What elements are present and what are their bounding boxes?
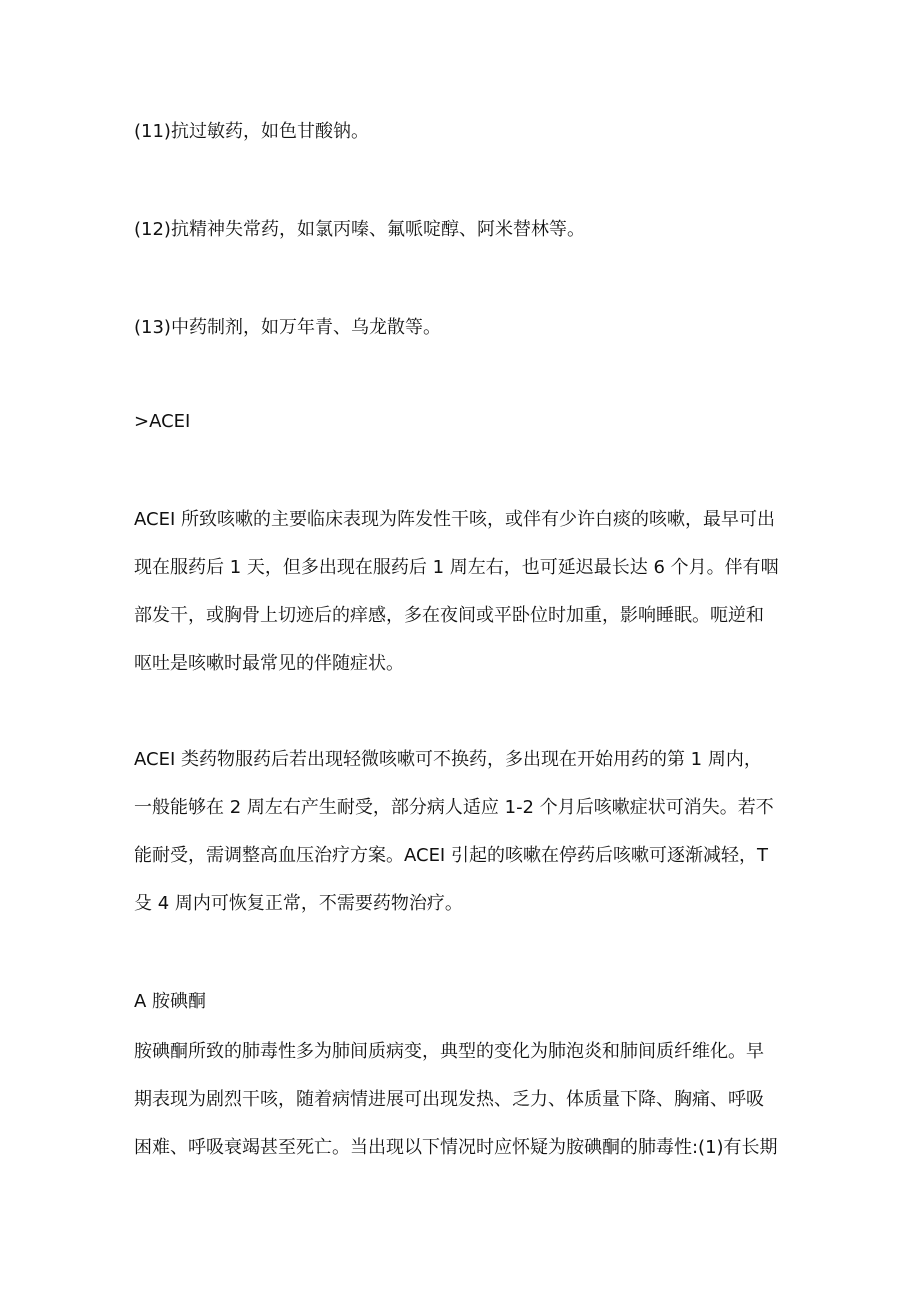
paragraph-line: ACEI 所致咳嗽的主要临床表现为阵发性干咳，或伴有少许白痰的咳嗽，最早可出 [134,509,775,530]
section-heading-acei: >ACEI [134,411,191,432]
list-item-11: (11)抗过敏药，如色甘酸钠。 [134,121,369,142]
list-item-12: (12)抗精神失常药，如氯丙嗪、氟哌啶醇、阿米替林等。 [134,219,585,240]
paragraph-line: 殳 4 周内可恢复正常，不需要药物治疗。 [134,893,463,914]
paragraph-line: ACEI 类药物服药后若出现轻微咳嗽可不换药，多出现在开始用药的第 1 周内， [134,749,762,770]
paragraph-line: 期表现为剧烈干咳，随着病情进展可出现发热、乏力、体质量下降、胸痛、呼吸 [134,1089,764,1110]
section-heading-amiodarone: A 胺碘酮 [134,991,207,1012]
paragraph-line: 现在服药后 1 天，但多出现在服药后 1 周左右，也可延迟最长达 6 个月。伴有咽 [134,557,779,578]
paragraph-line: 呕吐是咳嗽时最常见的伴随症状。 [134,653,404,674]
paragraph-line: 一般能够在 2 周左右产生耐受，部分病人适应 1-2 个月后咳嗽症状可消失。若不 [134,797,774,818]
paragraph-line: 能耐受，需调整高血压治疗方案。ACEI 引起的咳嗽在停药后咳嗽可逐渐减轻，T [134,845,768,866]
list-item-13: (13)中药制剂，如万年青、乌龙散等。 [134,317,441,338]
paragraph-line: 胺碘酮所致的肺毒性多为肺间质病变，典型的变化为肺泡炎和肺间质纤维化。早 [134,1041,764,1062]
paragraph-line: 困难、呼吸衰竭甚至死亡。当出现以下情况时应怀疑为胺碘酮的肺毒性:(1)有长期 [134,1137,778,1158]
paragraph-line: 部发干，或胸骨上切迹后的痒感，多在夜间或平卧位时加重，影响睡眠。呃逆和 [134,605,764,626]
